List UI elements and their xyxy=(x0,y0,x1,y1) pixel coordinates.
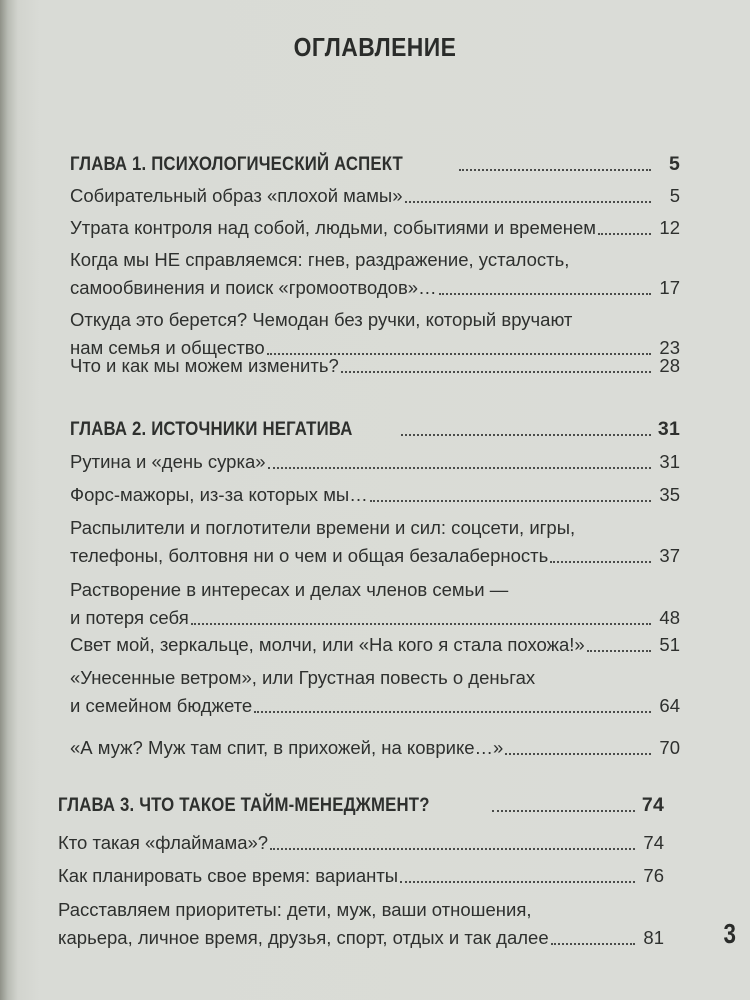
dot-leader xyxy=(268,467,651,469)
page-ref: 74 xyxy=(643,832,664,853)
toc-entry xyxy=(70,286,680,362)
toc-entry xyxy=(70,448,680,476)
entry-title-line: «Унесенные ветром», или Грустная повесть о деньгах xyxy=(70,667,536,688)
page-ref: 64 xyxy=(659,695,680,716)
entry-title: Как планировать свое время: варианты xyxy=(58,865,399,886)
toc-entry xyxy=(70,556,680,632)
toc-entry xyxy=(70,644,680,720)
page-ref: 37 xyxy=(659,545,680,566)
dot-leader xyxy=(551,943,635,945)
entry-title: Свет мой, зеркальце, молчи, или «На кого я стала похожа!» xyxy=(70,634,585,655)
entry-title-line: Когда мы НЕ справляемся: гнев, раздражение, усталость, xyxy=(70,249,570,270)
page-ref: 17 xyxy=(659,277,680,298)
page-ref: 51 xyxy=(659,634,680,655)
dot-leader xyxy=(401,434,651,436)
entry-title: Кто такая «флаймама»? xyxy=(58,832,269,853)
page-ref: 31 xyxy=(657,418,680,440)
page-title: ОГЛАВЛЕНИЕ xyxy=(293,32,457,62)
toc-entry xyxy=(58,876,664,952)
toc-entry xyxy=(58,829,664,857)
page-ref: 74 xyxy=(641,794,664,816)
toc-entry xyxy=(70,182,680,210)
toc-entry xyxy=(70,734,680,762)
entry-title-line: Распылители и поглотители времени и сил: соцсети, игры, xyxy=(70,517,576,538)
page-ref: 12 xyxy=(659,217,680,238)
entry-title-line: и потеря себя xyxy=(70,607,189,628)
chapter-title: ГЛАВА 2. ИСТОЧНИКИ НЕГАТИВА xyxy=(70,418,353,440)
page-ref: 70 xyxy=(659,737,680,758)
entry-title-line: нам семья и общество xyxy=(70,337,265,358)
dot-leader xyxy=(492,810,635,812)
dot-leader xyxy=(405,201,652,203)
chapter-title: ГЛАВА 3. ЧТО ТАКОЕ ТАЙМ-МЕНЕДЖМЕНТ? xyxy=(58,794,430,816)
dot-leader xyxy=(341,371,651,373)
dot-leader xyxy=(254,711,651,713)
entry-title-line: и семейном бюджете xyxy=(70,695,253,716)
page-ref: 23 xyxy=(659,337,680,358)
dot-leader xyxy=(459,169,651,171)
entry-title-line: самообвинения и поиск «громоотводов»… xyxy=(70,277,437,298)
toc-chapter-1 xyxy=(70,150,680,178)
page-ref: 31 xyxy=(659,451,680,472)
toc-entry xyxy=(70,352,680,380)
dot-leader xyxy=(505,753,651,755)
entry-title-line: карьера, личное время, друзья, спорт, отдых и так далее xyxy=(58,927,549,948)
chapter-title: ГЛАВА 1. ПСИХОЛОГИЧЕСКИЙ АСПЕКТ xyxy=(70,153,403,175)
entry-title: «А муж? Муж там спит, в прихожей, на коврике…» xyxy=(70,737,504,758)
entry-title: Утрата контроля над собой, людьми, событиями и временем xyxy=(70,217,596,238)
toc-chapter-2 xyxy=(70,415,680,443)
page-ref: 5 xyxy=(669,185,680,206)
dot-leader xyxy=(270,848,635,850)
page-ref: 76 xyxy=(643,865,664,886)
entry-title: Форс-мажоры, из-за которых мы… xyxy=(70,484,368,505)
page-ref: 5 xyxy=(668,153,680,175)
page-ref: 81 xyxy=(643,927,664,948)
page-number: 3 xyxy=(723,918,737,949)
entry-title: Рутина и «день сурка» xyxy=(70,451,266,472)
entry-title: Что и как мы можем изменить? xyxy=(70,355,339,376)
page-ref: 48 xyxy=(659,607,680,628)
toc-chapter-3 xyxy=(58,791,664,819)
page-ref: 28 xyxy=(659,355,680,376)
entry-title-line: телефоны, болтовня ни о чем и общая безалаберность xyxy=(70,545,549,566)
page-ref: 35 xyxy=(659,484,680,505)
entry-title: Собирательный образ «плохой мамы» xyxy=(70,185,403,206)
entry-title-line: Откуда это берется? Чемодан без ручки, который вручают xyxy=(70,309,573,330)
entry-title-line: Растворение в интересах и делах членов семьи — xyxy=(70,579,509,600)
entry-title-line: Расставляем приоритеты: дети, муж, ваши отношения, xyxy=(58,899,532,920)
dot-leader xyxy=(191,623,651,625)
